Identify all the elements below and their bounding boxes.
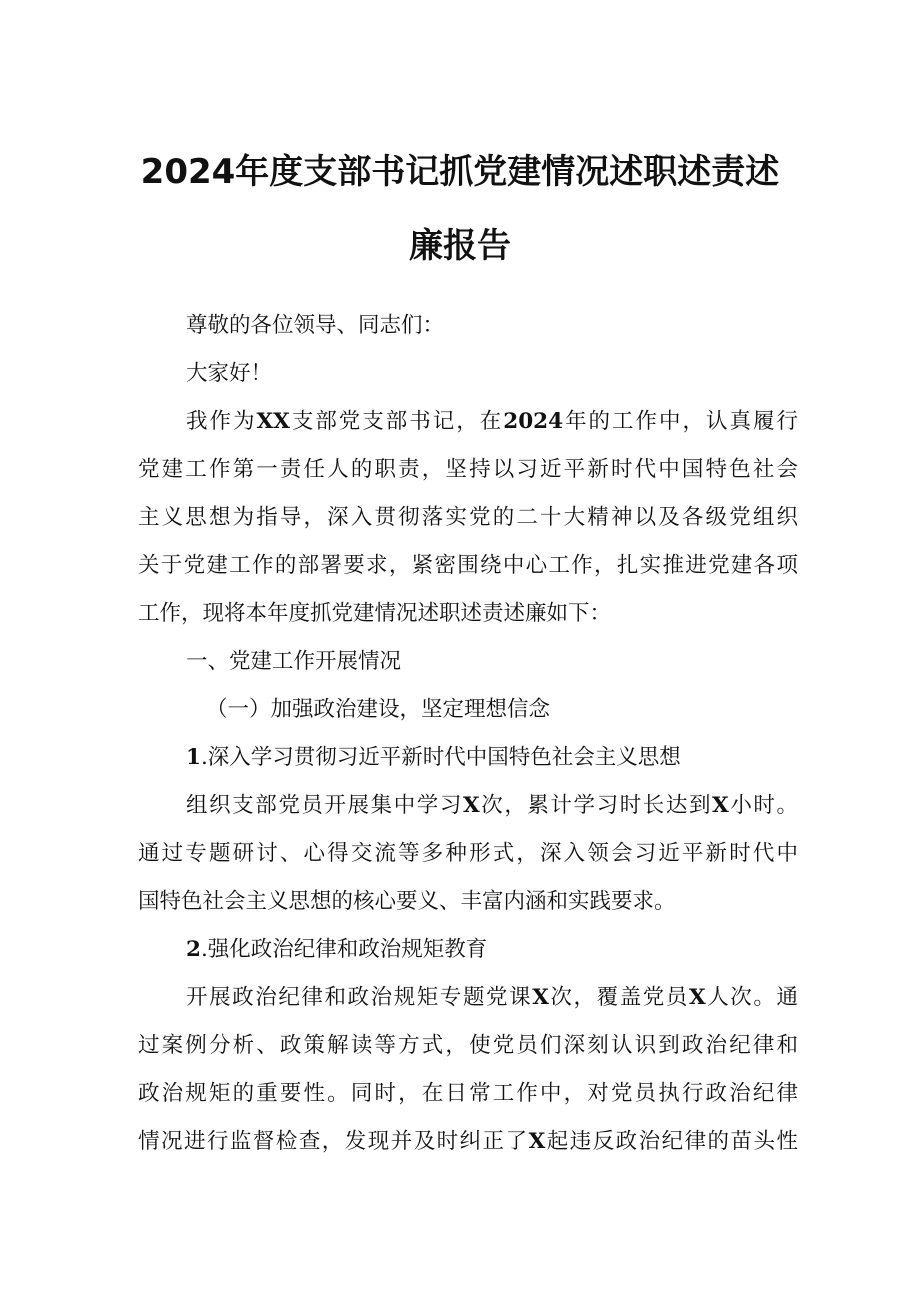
- item-2-text: 开展政治纪律和政治规矩专题党课: [186, 985, 533, 1010]
- item-2-line-2: 过案例分析、政策解读等方式，使党员们深刻认识到政治纪律和: [138, 1033, 798, 1058]
- item-1-text: 组织支部党员开展集中学习: [186, 793, 463, 818]
- section-heading: 一、党建工作开展情况: [186, 649, 402, 674]
- item-2-number: 2: [186, 937, 201, 962]
- item-2-line-1: [186, 983, 798, 1013]
- item-2-text: 人次。通: [705, 985, 798, 1010]
- intro-line-1: [186, 407, 798, 437]
- item-2-text: 次，覆盖党员: [548, 985, 689, 1010]
- item-1-line-2: 通过专题研讨、心得交流等多种形式，深入领会习近平新时代中: [138, 841, 798, 866]
- item-1-text: 次，累计学习时长达到: [479, 793, 713, 818]
- item-2-text-bold: X: [528, 1129, 546, 1154]
- item-1-text-bold: X: [462, 793, 480, 818]
- item-1-line-1: [186, 791, 798, 821]
- item-1-title: .深入学习贯彻习近平新时代中国特色社会主义思想: [200, 745, 681, 770]
- intro-line-4: 关于党建工作的部署要求，紧密围绕中心工作，扎实推进党建各项: [138, 553, 798, 578]
- item-2-heading: [186, 935, 846, 965]
- item-2-text: 情况进行监督检查，发现并及时纠正了: [138, 1129, 529, 1154]
- intro-text: 年的工作中，认真履行: [563, 409, 798, 434]
- item-2-text: 起违反政治纪律的苗头性: [545, 1129, 798, 1154]
- intro-line-2: 党建工作第一责任人的职责，坚持以习近平新时代中国特色社会: [138, 457, 798, 482]
- item-2-line-3: 政治规矩的重要性。同时，在日常工作中，对党员执行政治纪律: [138, 1081, 798, 1106]
- item-1-text-bold: X: [712, 793, 729, 818]
- intro-text-bold: 2024: [503, 409, 564, 434]
- intro-text: 支部党支部书记，在: [289, 409, 504, 434]
- document-title-line-2: 廉报告: [409, 226, 511, 266]
- intro-text-bold: XX: [256, 409, 290, 434]
- intro-line-5: 工作，现将本年度抓党建情况述职述责述廉如下：: [138, 601, 612, 626]
- item-2-line-4: [138, 1127, 798, 1157]
- greeting: 大家好！: [186, 361, 273, 386]
- item-1-heading: [186, 743, 846, 773]
- intro-text: 我作为: [186, 409, 257, 434]
- item-1-number: 1: [186, 745, 201, 770]
- intro-line-3: 主义思想为指导，深入贯彻落实党的二十大精神以及各级党组织: [138, 505, 798, 530]
- document-title-line-1: 2024年度支部书记抓党建情况述职述责述: [140, 152, 780, 192]
- item-1-text: 小时。: [728, 793, 798, 818]
- item-2-text-bold: X: [532, 985, 549, 1010]
- salutation: 尊敬的各位领导、同志们：: [186, 313, 445, 338]
- item-2-text-bold: X: [688, 985, 706, 1010]
- subsection-heading: （一）加强政治建设，坚定理想信念: [206, 697, 551, 722]
- item-2-title: .强化政治纪律和政治规矩教育: [200, 937, 488, 962]
- item-1-line-3: 国特色社会主义思想的核心要义、丰富内涵和实践要求。: [138, 889, 676, 914]
